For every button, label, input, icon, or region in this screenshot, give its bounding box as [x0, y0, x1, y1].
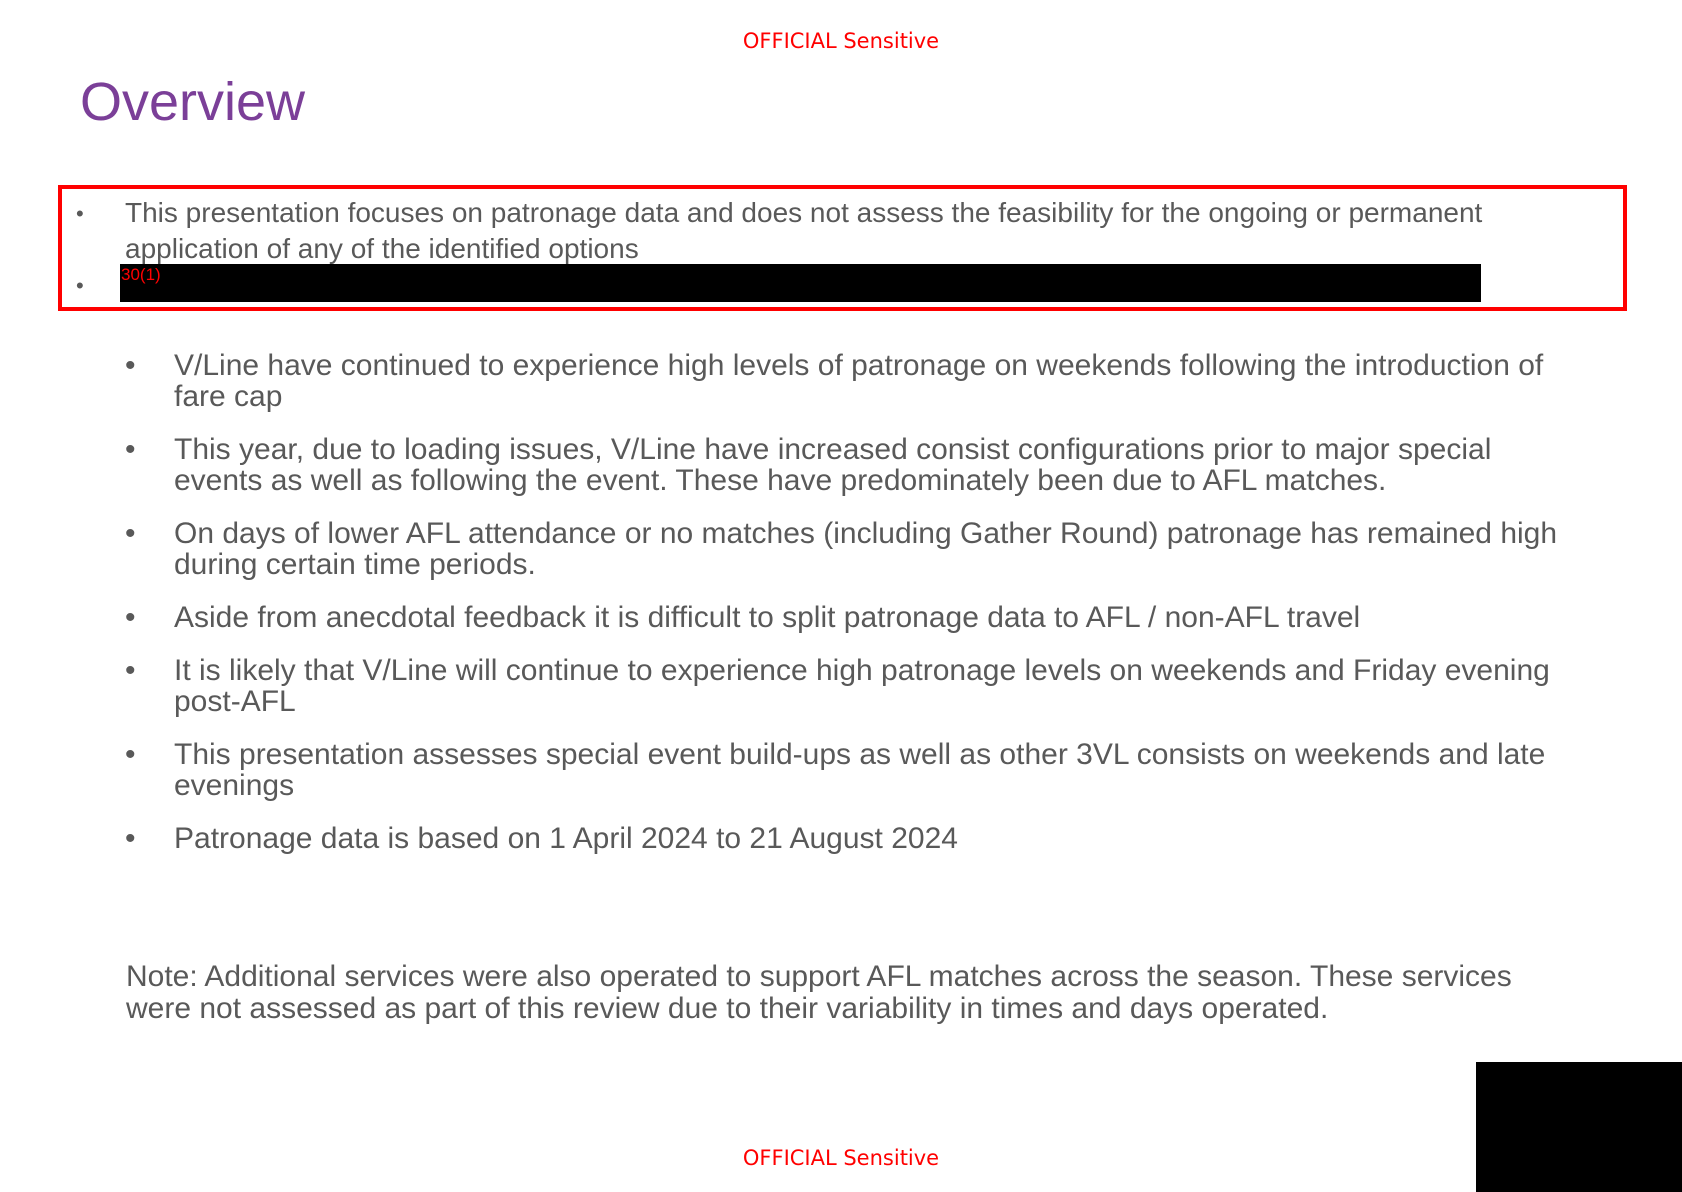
- list-item: [125, 739, 1565, 801]
- footnote: Note: Additional services were also operated to support AFL matches across the season. These services were not assessed as part of this review due to their variability in times and days operated.: [126, 960, 1512, 1025]
- list-item: [125, 350, 1565, 412]
- bullet-marker: •: [125, 349, 136, 382]
- list-item: [125, 823, 1565, 854]
- bullet-text: Aside from anecdotal feedback it is difficult to split patronage data to AFL / non-AFL travel: [174, 601, 1361, 634]
- corner-redaction-block: [1476, 1062, 1682, 1192]
- bullet-text: It is likely that V/Line will continue to experience high patronage levels on weekends and Friday evening post-AFL: [174, 654, 1550, 718]
- scope-note: This presentation focuses on patronage data and does not assess the feasibility for the ongoing or permanent application of any of the identified options: [125, 197, 1483, 264]
- classification-marking-bottom: OFFICIAL Sensitive: [742, 1146, 940, 1170]
- redaction-code: 30(1): [121, 265, 161, 284]
- bullet-text: This year, due to loading issues, V/Line have increased consist configurations prior to major special events as well as following the event. These have predominately been due to AFL matches.: [174, 433, 1492, 497]
- bullet-marker: •: [125, 654, 136, 687]
- redaction-bar: [120, 264, 1481, 302]
- bullet-marker: •: [76, 273, 84, 298]
- list-item: [125, 434, 1565, 496]
- list-item: [125, 655, 1565, 717]
- bullet-marker: •: [125, 738, 136, 771]
- bullet-text: On days of lower AFL attendance or no matches (including Gather Round) patronage has remained high during certain time periods.: [174, 517, 1558, 581]
- bullet-text: This presentation assesses special event build-ups as well as other 3VL consists on weekends and late evenings: [174, 738, 1546, 802]
- page-title: Overview: [80, 72, 306, 132]
- list-item: [125, 602, 1565, 633]
- bullet-marker: •: [125, 822, 136, 855]
- bullet-text: Patronage data is based on 1 April 2024 to 21 August 2024: [174, 822, 958, 855]
- bullet-marker: •: [125, 433, 136, 466]
- bullet-marker: •: [76, 201, 84, 226]
- bullet-text: V/Line have continued to experience high levels of patronage on weekends following the introduction of fare cap: [174, 349, 1544, 413]
- overview-bullet-list: [125, 350, 1565, 876]
- classification-marking-top: OFFICIAL Sensitive: [742, 29, 940, 53]
- bullet-marker: •: [125, 517, 136, 550]
- bullet-marker: •: [125, 601, 136, 634]
- list-item: [125, 518, 1565, 580]
